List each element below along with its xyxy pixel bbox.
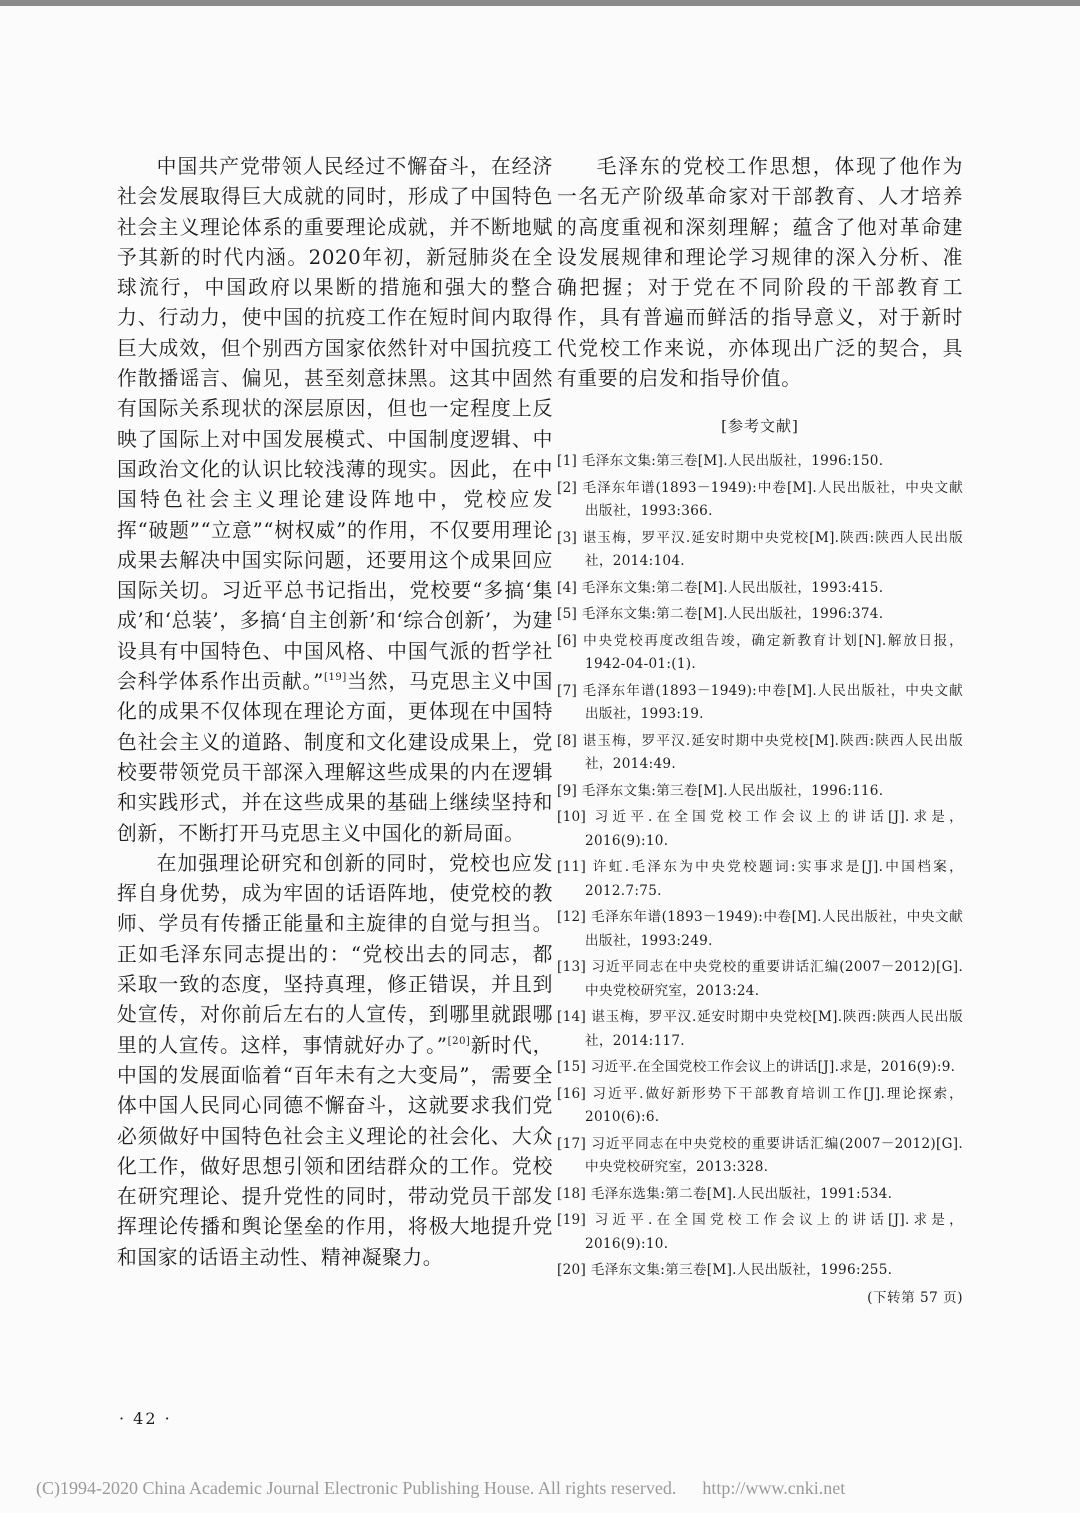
copyright-text: (C)1994-2020 China Academic Journal Electronic Publishing House. All rights reserved. <box>36 1478 677 1498</box>
reference-item: [3] 谌玉梅，罗平汉.延安时期中央党校[M].陕西:陕西人民出版社，2014:104. <box>557 529 963 570</box>
body-paragraph-2: 在加强理论研究和创新的同时，党校也应发挥自身优势，成为牢固的话语阵地，使党校的教师、学员有传播正能量和主旋律的自觉与担当。正如毛泽东同志提出的：“党校出去的同志，都采取一致的态度，坚持真理，修正错误，并且到处宣传，对你前后左右的人宣传，到哪里就跟哪里的人宣传。这样，事情就好办了。”[20]新时代，中国的发展面临着“百年未有之大变局”，需要全体中国人民同心同德不懈奋斗，这就要求我们党必须做好中国特色社会主义理论的社会化、大众化工作，做好思想引领和团结群众的工作。党校在研究理论、提升党性的同时，带动党员干部发挥理论传播和舆论堡垒的作用，将极大地提升党和国家的话语主动性、精神凝聚力。 <box>117 851 553 1269</box>
continued-note: (下转第 57 页) <box>867 1289 963 1306</box>
page-number: · 42 · <box>119 1409 172 1428</box>
top-border-bar <box>0 0 1080 6</box>
reference-item: [14] 谌玉梅，罗平汉.延安时期中央党校[M].陕西:陕西人民出版社，2014:117. <box>557 1009 963 1049</box>
conclusion-paragraph: 毛泽东的党校工作思想，体现了他作为一名无产阶级革命家对干部教育、人才培养的高度重视和深刻理解；蕴含了他对革命建设发展规律和理论学习规律的深入分析、准确把握；对于党在不同阶段的干部教育工作，具有普遍而鲜活的指导意义，对于新时代党校工作来说，亦体现出广泛的契合，具有重要的启发和指导价值。 <box>557 155 963 391</box>
reference-item: [15] 习近平.在全国党校工作会议上的讲话[J].求是，2016(9):9. <box>557 1059 956 1076</box>
reference-item: [6] 中央党校再度改组告竣，确定新教育计划[N].解放日报，1942-04-01:(1). <box>557 632 963 673</box>
reference-list <box>557 450 963 1283</box>
reference-item: [1] 毛泽东文集:第三卷[M].人民出版社，1996:150. <box>557 453 884 470</box>
reference-item: [9] 毛泽东文集:第三卷[M].人民出版社，1996:116. <box>557 782 884 799</box>
reference-item: [16] 习近平.做好新形势下干部教育培训工作[J].理论探索，2010(6):6. <box>557 1085 963 1126</box>
reference-item: [5] 毛泽东文集:第二卷[M].人民出版社，1996:374. <box>557 606 884 623</box>
reference-item: [8] 谌玉梅，罗平汉.延安时期中央党校[M].陕西:陕西人民出版社，2014:49. <box>557 732 963 773</box>
reference-item: [7] 毛泽东年谱(1893－1949):中卷[M].人民出版社，中央文献出版社，1993:19. <box>557 682 963 723</box>
reference-item: [17] 习近平同志在中央党校的重要讲话汇编(2007－2012)[G].中央党校研究室，2013:328. <box>557 1135 963 1176</box>
copyright-footer <box>36 1478 845 1499</box>
reference-item: [12] 毛泽东年谱(1893－1949):中卷[M].人民出版社，中央文献出版社，1993:249. <box>557 909 963 949</box>
cnki-url[interactable]: http://www.cnki.net <box>702 1478 846 1498</box>
reference-item: [19] 习近平.在全国党校工作会议上的讲话[J].求是，2016(9):10. <box>557 1212 963 1252</box>
citation-19[interactable]: [19] <box>323 672 347 684</box>
reference-item: [20] 毛泽东文集:第三卷[M].人民出版社，1996:255. <box>557 1262 893 1279</box>
reference-item: [18] 毛泽东选集:第二卷[M].人民出版社，1991:534. <box>557 1185 893 1202</box>
reference-item: [13] 习近平同志在中央党校的重要讲话汇编(2007－2012)[G].中央党校研究室，2013:24. <box>557 959 963 999</box>
reference-item: [11] 许虹.毛泽东为中央党校题词:实事求是[J].中国档案，2012.7:75. <box>557 859 963 899</box>
body-paragraph-1: 中国共产党带领人民经过不懈奋斗，在经济社会发展取得巨大成就的同时，形成了中国特色社会主义理论体系的重要理论成就，并不断地赋予其新的时代内涵。2020年初，新冠肺炎在全球流行，中国政府以果断的措施和强大的整合力、行动力，使中国的抗疫工作在短时间内取得巨大成效，但个别西方国家依然针对中国抗疫工作散播谣言、偏见，甚至刻意抹黑。这其中固然有国际关系现状的深层原因，但也一定程度上反映了国际上对中国发展模式、中国制度逻辑、中国政治文化的认识比较浅薄的现实。因此，在中国特色社会主义理论建设阵地中，党校应发挥“破题”“立意”“树权威”的作用，不仅要用理论成果去解决中国实际问题，还要用这个成果回应国际关切。习近平总书记指出，党校要“多搞‘集成’和‘总装’，多搞‘自主创新’和‘综合创新’，为建设具有中国特色、中国风格、中国气派的哲学社会科学体系作出贡献。”[19]当然，马克思主义中国化的成果不仅体现在理论方面，更体现在中国特色社会主义的道路、制度和文化建设成果上，党校要带领党员干部深入理解这些成果的内在逻辑和实践形式，并在这些成果的基础上继续坚持和创新，不断打开马克思主义中国化的新局面。 <box>117 155 553 845</box>
reference-item: [4] 毛泽东文集:第二卷[M].人民出版社，1993:415. <box>557 579 884 596</box>
reference-item: [2] 毛泽东年谱(1893－1949):中卷[M].人民出版社，中央文献出版社，1993:366. <box>557 479 963 520</box>
reference-item: [10] 习近平.在全国党校工作会议上的讲话[J].求是，2016(9):10. <box>557 809 963 849</box>
right-column <box>557 152 963 1306</box>
references-heading: [参考文献] <box>721 417 799 436</box>
left-column <box>117 152 553 1273</box>
citation-20[interactable]: [20] <box>447 1035 471 1047</box>
